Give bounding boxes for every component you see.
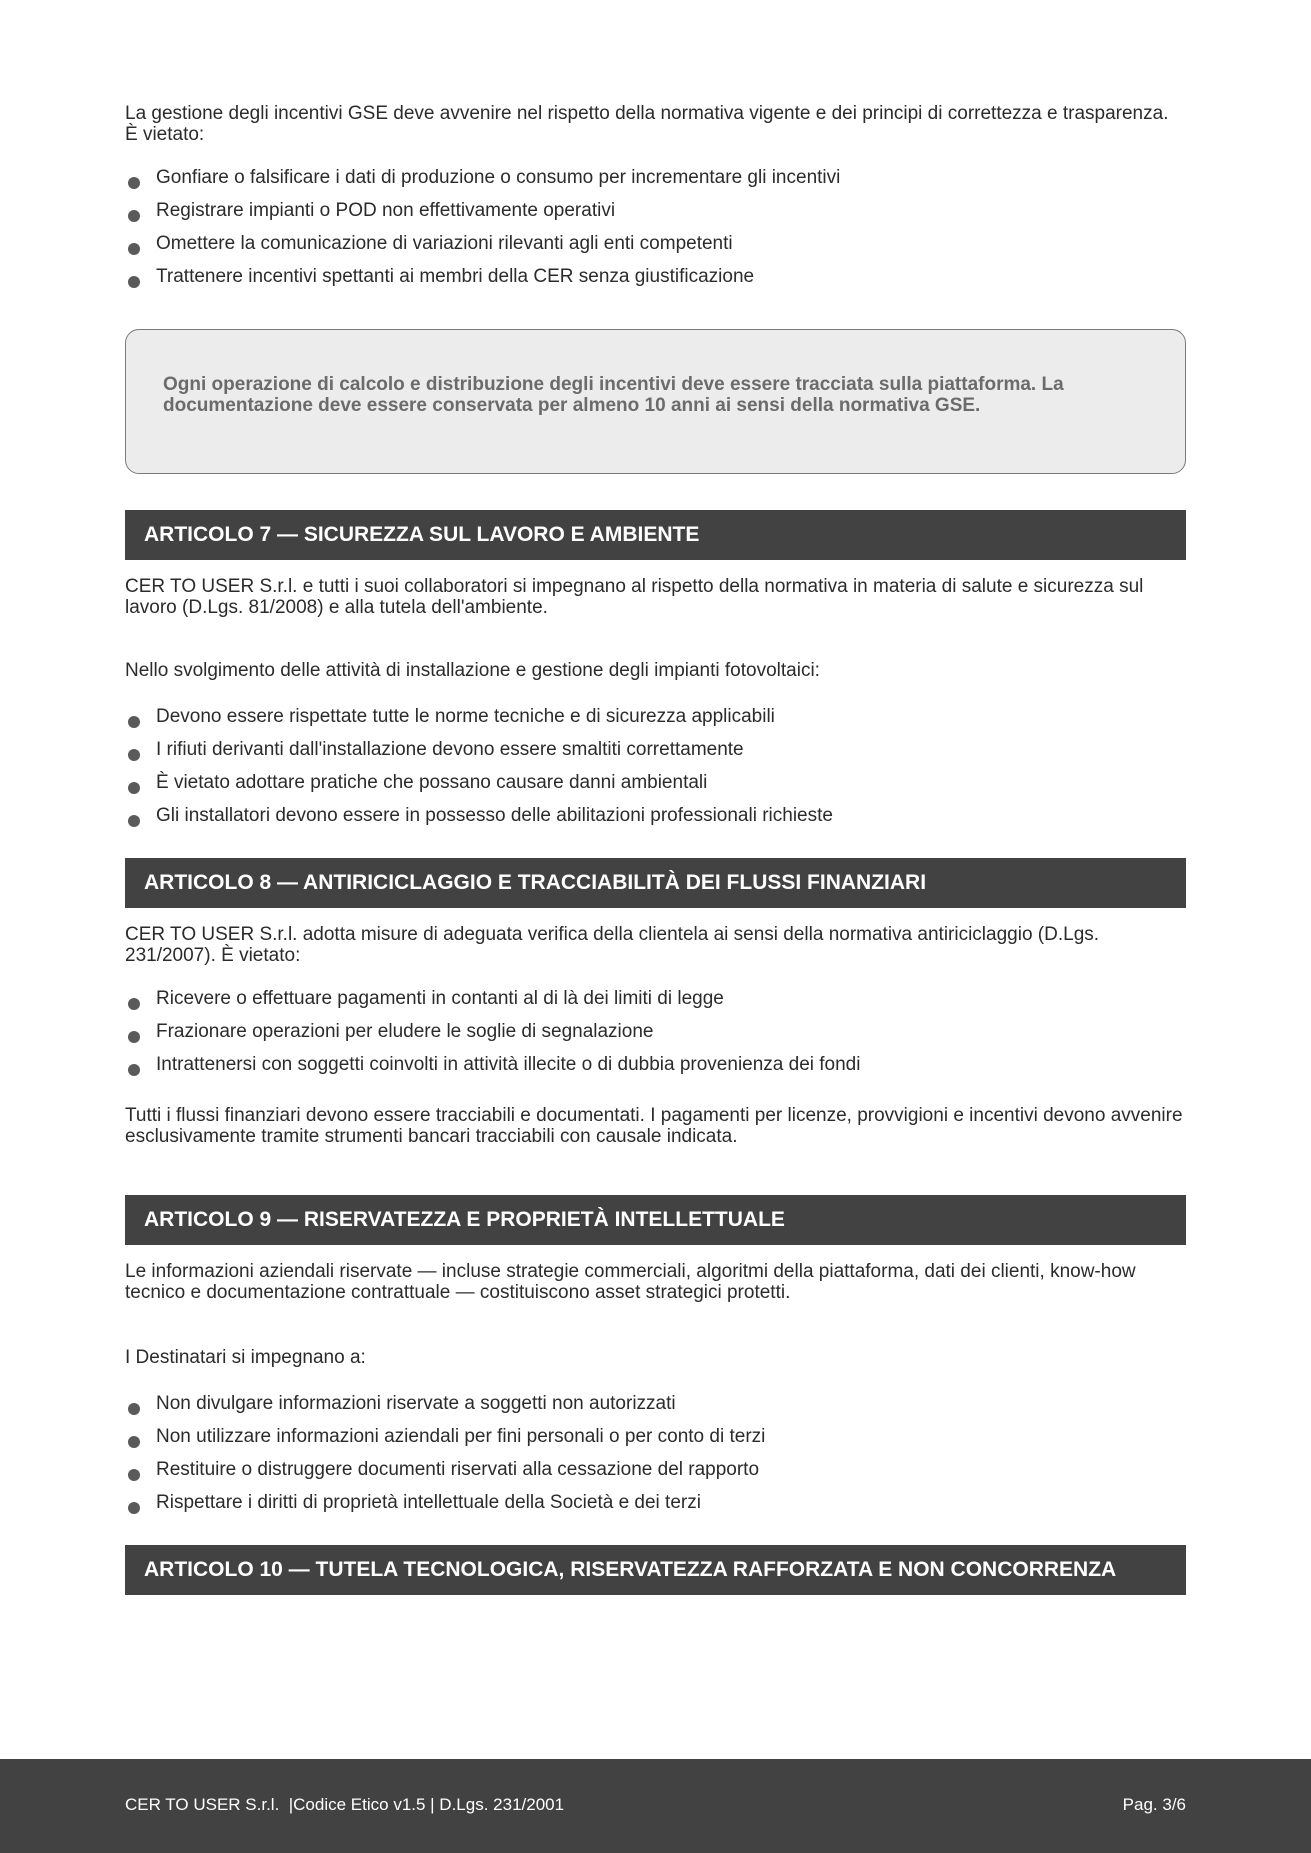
bullet-dot-icon xyxy=(128,716,140,728)
article-10-heading: ARTICOLO 10 — TUTELA TECNOLOGICA, RISERVATEZZA RAFFORZATA E NON CONCORRENZA xyxy=(125,1545,1186,1595)
gse-note-text: Ogni operazione di calcolo e distribuzione degli incentivi deve essere tracciata sulla piattaforma. La documentazione deve essere conservata per almeno 10 anni ai sensi della normativa GSE. xyxy=(163,374,1064,416)
article-9-paragraph-1: Le informazioni aziendali riservate — incluse strategie commerciali, algoritmi della piattaforma, dati dei clienti, know-how tecnico e documentazione contrattuale — costituiscono asset strategici protetti. xyxy=(125,1261,1136,1303)
article-8-heading: ARTICOLO 8 — ANTIRICICLAGGIO E TRACCIABILITÀ DEI FLUSSI FINANZIARI xyxy=(125,858,1186,908)
list-item: I rifiuti derivanti dall'installazione devono essere smaltiti correttamente xyxy=(125,739,1186,772)
list-item: Non utilizzare informazioni aziendali per fini personali o per conto di terzi xyxy=(125,1426,1186,1459)
bullet-dot-icon xyxy=(128,1064,140,1076)
article-8-paragraph-1: CER TO USER S.r.l. adotta misure di adeguata verifica della clientela ai sensi della normativa antiriciclaggio (D.Lgs. 231/2007). È vietato: xyxy=(125,924,1100,966)
article-7-paragraph-1: CER TO USER S.r.l. e tutti i suoi collaboratori si impegnano al rispetto della normativa in materia di salute e sicurezza sul lavoro (D.Lgs. 81/2008) e alla tutela dell'ambiente. xyxy=(125,576,1144,618)
list-item: Ricevere o effettuare pagamenti in contanti al di là dei limiti di legge xyxy=(125,988,1186,1021)
footer-document-info: CER TO USER S.r.l. |Codice Etico v1.5 | D.Lgs. 231/2001 xyxy=(125,1795,565,1814)
list-item: È vietato adottare pratiche che possano causare danni ambientali xyxy=(125,772,1186,805)
intro-bullet-list xyxy=(125,167,1186,299)
list-item: Intrattenersi con soggetti coinvolti in attività illecite o di dubbia provenienza dei fondi xyxy=(125,1054,1186,1087)
gse-note-box xyxy=(125,329,1186,474)
bullet-dot-icon xyxy=(128,1403,140,1415)
list-item: Trattenere incentivi spettanti ai membri della CER senza giustificazione xyxy=(125,266,1186,299)
list-item: Frazionare operazioni per eludere le soglie di segnalazione xyxy=(125,1021,1186,1054)
list-item: Gonfiare o falsificare i dati di produzione o consumo per incrementare gli incentivi xyxy=(125,167,1186,200)
article-8-paragraph-2: Tutti i flussi finanziari devono essere tracciabili e documentati. I pagamenti per licenze, provvigioni e incentivi devono avvenire esclusivamente tramite strumenti bancari tracciabili con causale indicata. xyxy=(125,1105,1183,1147)
bullet-dot-icon xyxy=(128,782,140,794)
article-8-bullet-list xyxy=(125,988,1186,1087)
bullet-dot-icon xyxy=(128,177,140,189)
bullet-dot-icon xyxy=(128,998,140,1010)
bullet-dot-icon xyxy=(128,749,140,761)
bullet-dot-icon xyxy=(128,815,140,827)
list-item: Gli installatori devono essere in possesso delle abilitazioni professionali richieste xyxy=(125,805,1186,838)
bullet-dot-icon xyxy=(128,1502,140,1514)
bullet-dot-icon xyxy=(128,276,140,288)
list-item: Omettere la comunicazione di variazioni rilevanti agli enti competenti xyxy=(125,233,1186,266)
article-9-bullet-list xyxy=(125,1393,1186,1525)
bullet-dot-icon xyxy=(128,243,140,255)
list-item: Non divulgare informazioni riservate a soggetti non autorizzati xyxy=(125,1393,1186,1426)
bullet-dot-icon xyxy=(128,1436,140,1448)
bullet-dot-icon xyxy=(128,1469,140,1481)
article-7-bullet-list xyxy=(125,706,1186,838)
article-7-paragraph-2: Nello svolgimento delle attività di installazione e gestione degli impianti fotovoltaici: xyxy=(125,660,820,681)
list-item: Devono essere rispettate tutte le norme tecniche e di sicurezza applicabili xyxy=(125,706,1186,739)
list-item: Registrare impianti o POD non effettivamente operativi xyxy=(125,200,1186,233)
document-page xyxy=(125,0,1186,1595)
intro-paragraph: La gestione degli incentivi GSE deve avvenire nel rispetto della normativa vigente e dei principi di correttezza e trasparenza. È vietato: xyxy=(125,103,1169,145)
page-footer xyxy=(0,1759,1311,1853)
list-item: Restituire o distruggere documenti riservati alla cessazione del rapporto xyxy=(125,1459,1186,1492)
article-7-heading: ARTICOLO 7 — SICUREZZA SUL LAVORO E AMBIENTE xyxy=(125,510,1186,560)
footer-page-number: Pag. 3/6 xyxy=(1122,1795,1186,1814)
bullet-dot-icon xyxy=(128,210,140,222)
bullet-dot-icon xyxy=(128,1031,140,1043)
list-item: Rispettare i diritti di proprietà intellettuale della Società e dei terzi xyxy=(125,1492,1186,1525)
article-9-heading: ARTICOLO 9 — RISERVATEZZA E PROPRIETÀ INTELLETTUALE xyxy=(125,1195,1186,1245)
article-9-paragraph-2: I Destinatari si impegnano a: xyxy=(125,1347,366,1368)
